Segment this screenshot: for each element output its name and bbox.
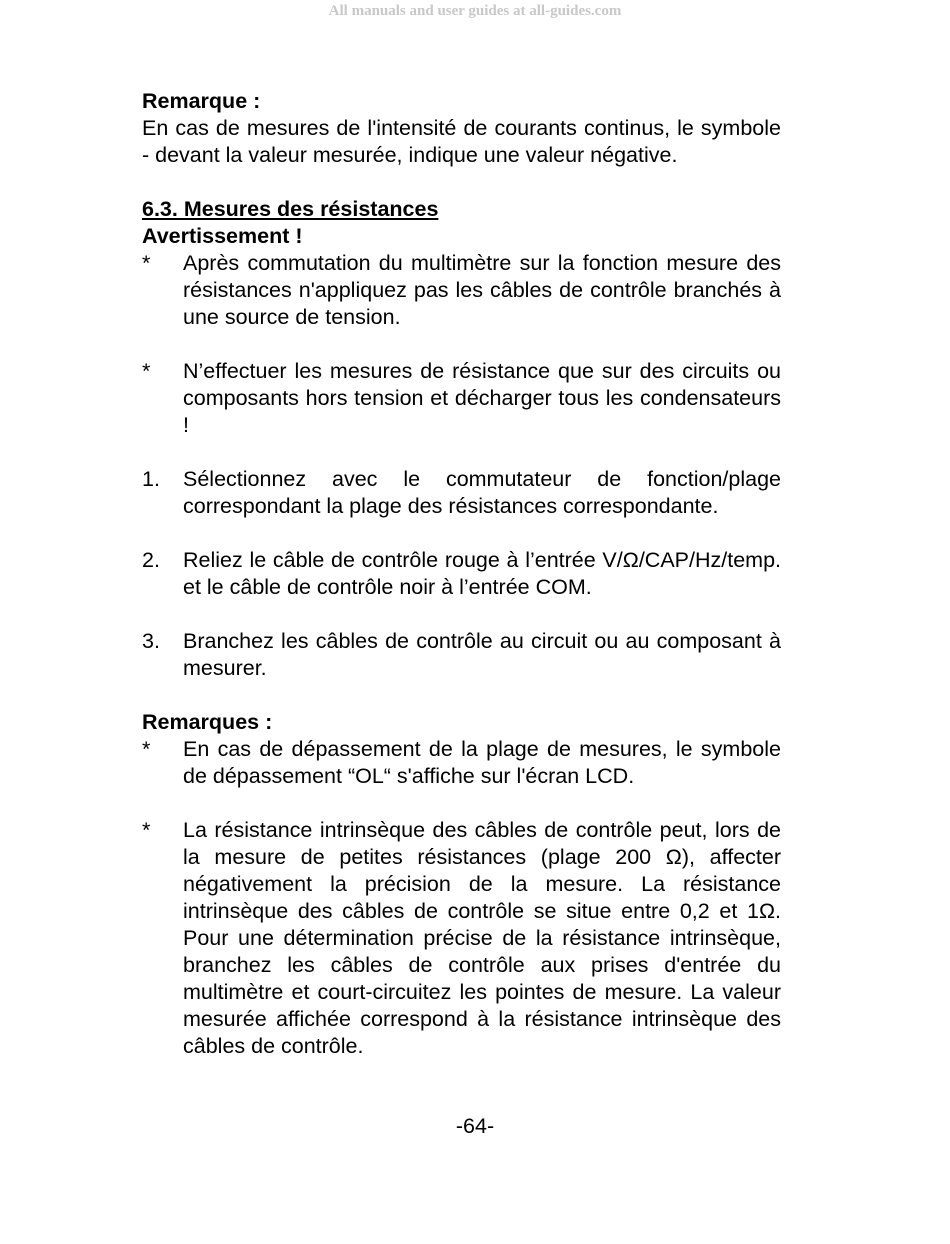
step-number: 2. [142, 548, 160, 572]
warning-text: Après commutation du multimètre sur la fonction mesure des résistances n'appliquez pas les câbles de contrôle branchés à une source de tension. [183, 251, 781, 329]
bullet-marker: * [142, 737, 151, 761]
warning-text: N’effectuer les mesures de résistance que sur des circuits ou composants hors tension et décharger tous les condensateurs ! [183, 359, 781, 437]
remark-title: Remarque : [142, 89, 261, 113]
bullet-marker: * [142, 359, 151, 383]
remark-item-text: La résistance intrinsèque des câbles de contrôle peut, lors de la mesure de petites résistances (plage 200 Ω), affecter négativement la précision de la mesure. La résistance intrinsèque des câbles de contrôle se situe entre 0,2 et 1Ω. Pour une détermination précise de la résistance intrinsèque, branchez les câbles de contrôle aux prises d'entrée du multimètre et court-circuitez les pointes de mesure. La valeur mesurée affichée correspond à la résistance intrinsèque des câbles de contrôle. [183, 818, 781, 1058]
page-number: -64- [455, 1114, 495, 1138]
bullet-marker: * [142, 251, 151, 275]
remark-text: En cas de mesures de l'intensité de courants continus, le symbole - devant la valeur mesurée, indique une valeur négative. [142, 116, 781, 167]
remark-item-text: En cas de dépassement de la plage de mesures, le symbole de dépassement “OL“ s'affiche sur l'écran LCD. [183, 737, 781, 788]
list-item [142, 547, 781, 601]
document-page [142, 88, 781, 1060]
step-text: Sélectionnez avec le commutateur de fonction/plage correspondant la plage des résistances correspondante. [183, 467, 781, 518]
watermark: All manuals and user guides at all-guides.com [328, 3, 622, 19]
list-item [142, 466, 781, 520]
remarks-title: Remarques : [142, 710, 273, 734]
bullet-marker: * [142, 818, 151, 842]
step-text: Reliez le câble de contrôle rouge à l’entrée V/Ω/CAP/Hz/temp. et le câble de contrôle noir à l’entrée COM. [183, 548, 781, 599]
list-item [142, 736, 781, 790]
step-number: 1. [142, 467, 160, 491]
step-text: Branchez les câbles de contrôle au circuit ou au composant à mesurer. [183, 629, 781, 680]
list-item [142, 817, 781, 1060]
list-item [142, 358, 781, 439]
step-number: 3. [142, 629, 160, 653]
list-item [142, 250, 781, 331]
warning-title: Avertissement ! [142, 224, 303, 248]
list-item [142, 628, 781, 682]
section-title: 6.3. Mesures des résistances [142, 197, 439, 221]
